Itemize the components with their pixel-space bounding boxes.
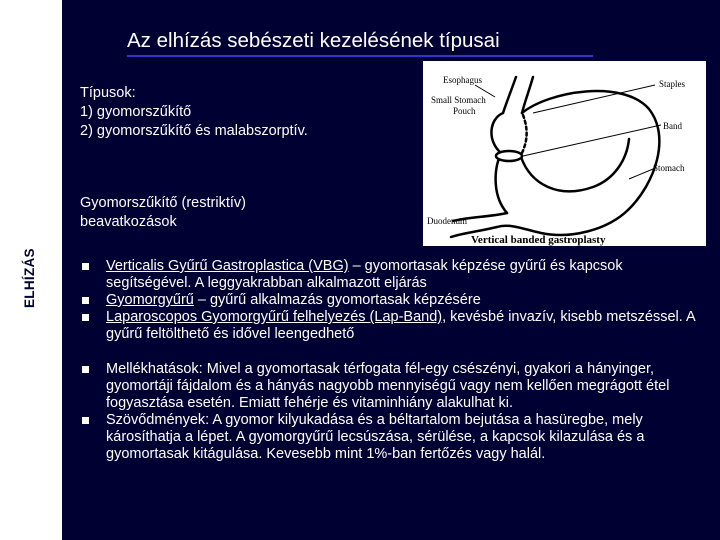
list-item xyxy=(80,258,710,292)
square-bullet-icon xyxy=(82,297,89,304)
square-bullet-icon xyxy=(82,417,89,424)
label-pouch-2: Pouch xyxy=(453,106,476,116)
type-item-1: 1) gyomorszűkítő xyxy=(80,104,192,120)
list-item xyxy=(80,309,710,343)
stomach-inner-wall xyxy=(521,139,629,191)
lap-band-link[interactable]: Laparoscopos Gyomorgyűrű felhelyezés (Lap-Band), xyxy=(106,309,447,325)
restrictive-heading xyxy=(80,194,246,232)
staple-line xyxy=(521,115,527,155)
esophagus-wall-left xyxy=(503,77,516,113)
list-item xyxy=(80,412,710,463)
side-label: ELHÍZÁS xyxy=(22,248,37,308)
label-esophagus: Esophagus xyxy=(443,75,482,85)
label-pouch-1: Small Stomach xyxy=(431,95,486,105)
title-underline xyxy=(127,55,593,57)
pointer-band xyxy=(523,125,661,156)
square-bullet-icon xyxy=(82,366,89,373)
type-item-2: 2) gyomorszűkítő és malabszorptív. xyxy=(80,123,308,139)
stomach-outer-wall xyxy=(497,91,659,235)
types-block xyxy=(80,84,308,141)
ring-link[interactable]: Gyomorgyűrű xyxy=(106,292,194,308)
bullet-list xyxy=(80,258,710,463)
label-duodenum: Duodenum xyxy=(427,216,467,226)
square-bullet-icon xyxy=(82,263,89,270)
types-heading: Típusok: xyxy=(80,85,136,101)
label-staples: Staples xyxy=(659,79,685,89)
vbg-text: – gyomortasak képzése gyűrű és kapcsok segítségével. A leggyakrabban alkalmazott eljárás xyxy=(106,258,623,291)
lap-band-text: kevésbé invazív, kisebb metszéssel. A gyűrű feltölthető és idővel leengedhető xyxy=(106,309,695,342)
ring-text: – gyűrű alkalmazás gyomortasak képzésére xyxy=(193,292,481,308)
slide-title: Az elhízás sebészeti kezelésének típusai xyxy=(127,29,500,52)
pointer-stomach xyxy=(629,169,653,179)
diagram-caption: Vertical banded gastroplasty xyxy=(471,234,606,246)
pouch-wall xyxy=(491,113,503,153)
label-stomach: Stomach xyxy=(653,163,685,173)
restrictive-line-2: beavatkozások xyxy=(80,214,177,230)
label-band: Band xyxy=(663,121,682,131)
side-effects-text: Mellékhatások: Mivel a gyomortasak térfogata fél-egy csészényi, gyakori a hányinger, gyomortáji fájdalom és a hányás nagyobb mennyiségű vagy nem kellően megrágott étel fogyasztása esetén. Emiatt fehérje és vitaminhiány alakulhat ki. xyxy=(106,361,670,411)
vbg-link[interactable]: Verticalis Gyűrű Gastroplastica (VBG) xyxy=(106,258,349,274)
restrictive-line-1: Gyomorszűkítő (restriktív) xyxy=(80,195,246,211)
complications-text: Szövődmények: A gyomor kilyukadása és a béltartalom bejutása a hasüregbe, mely károsíthatja a lépet. A gyomorgyűrű lecsúszása, sérülése, a kapcsok kilazulása és a gyomortasak kitágulása. Kevesebb mint 1%-ban fertőzés vagy halál. xyxy=(106,412,645,462)
square-bullet-icon xyxy=(82,314,89,321)
list-item xyxy=(80,292,710,309)
gastric-band xyxy=(496,151,522,161)
gastroplasty-diagram xyxy=(423,61,706,246)
gastroplasty-illustration xyxy=(423,61,706,246)
list-item xyxy=(80,361,710,412)
